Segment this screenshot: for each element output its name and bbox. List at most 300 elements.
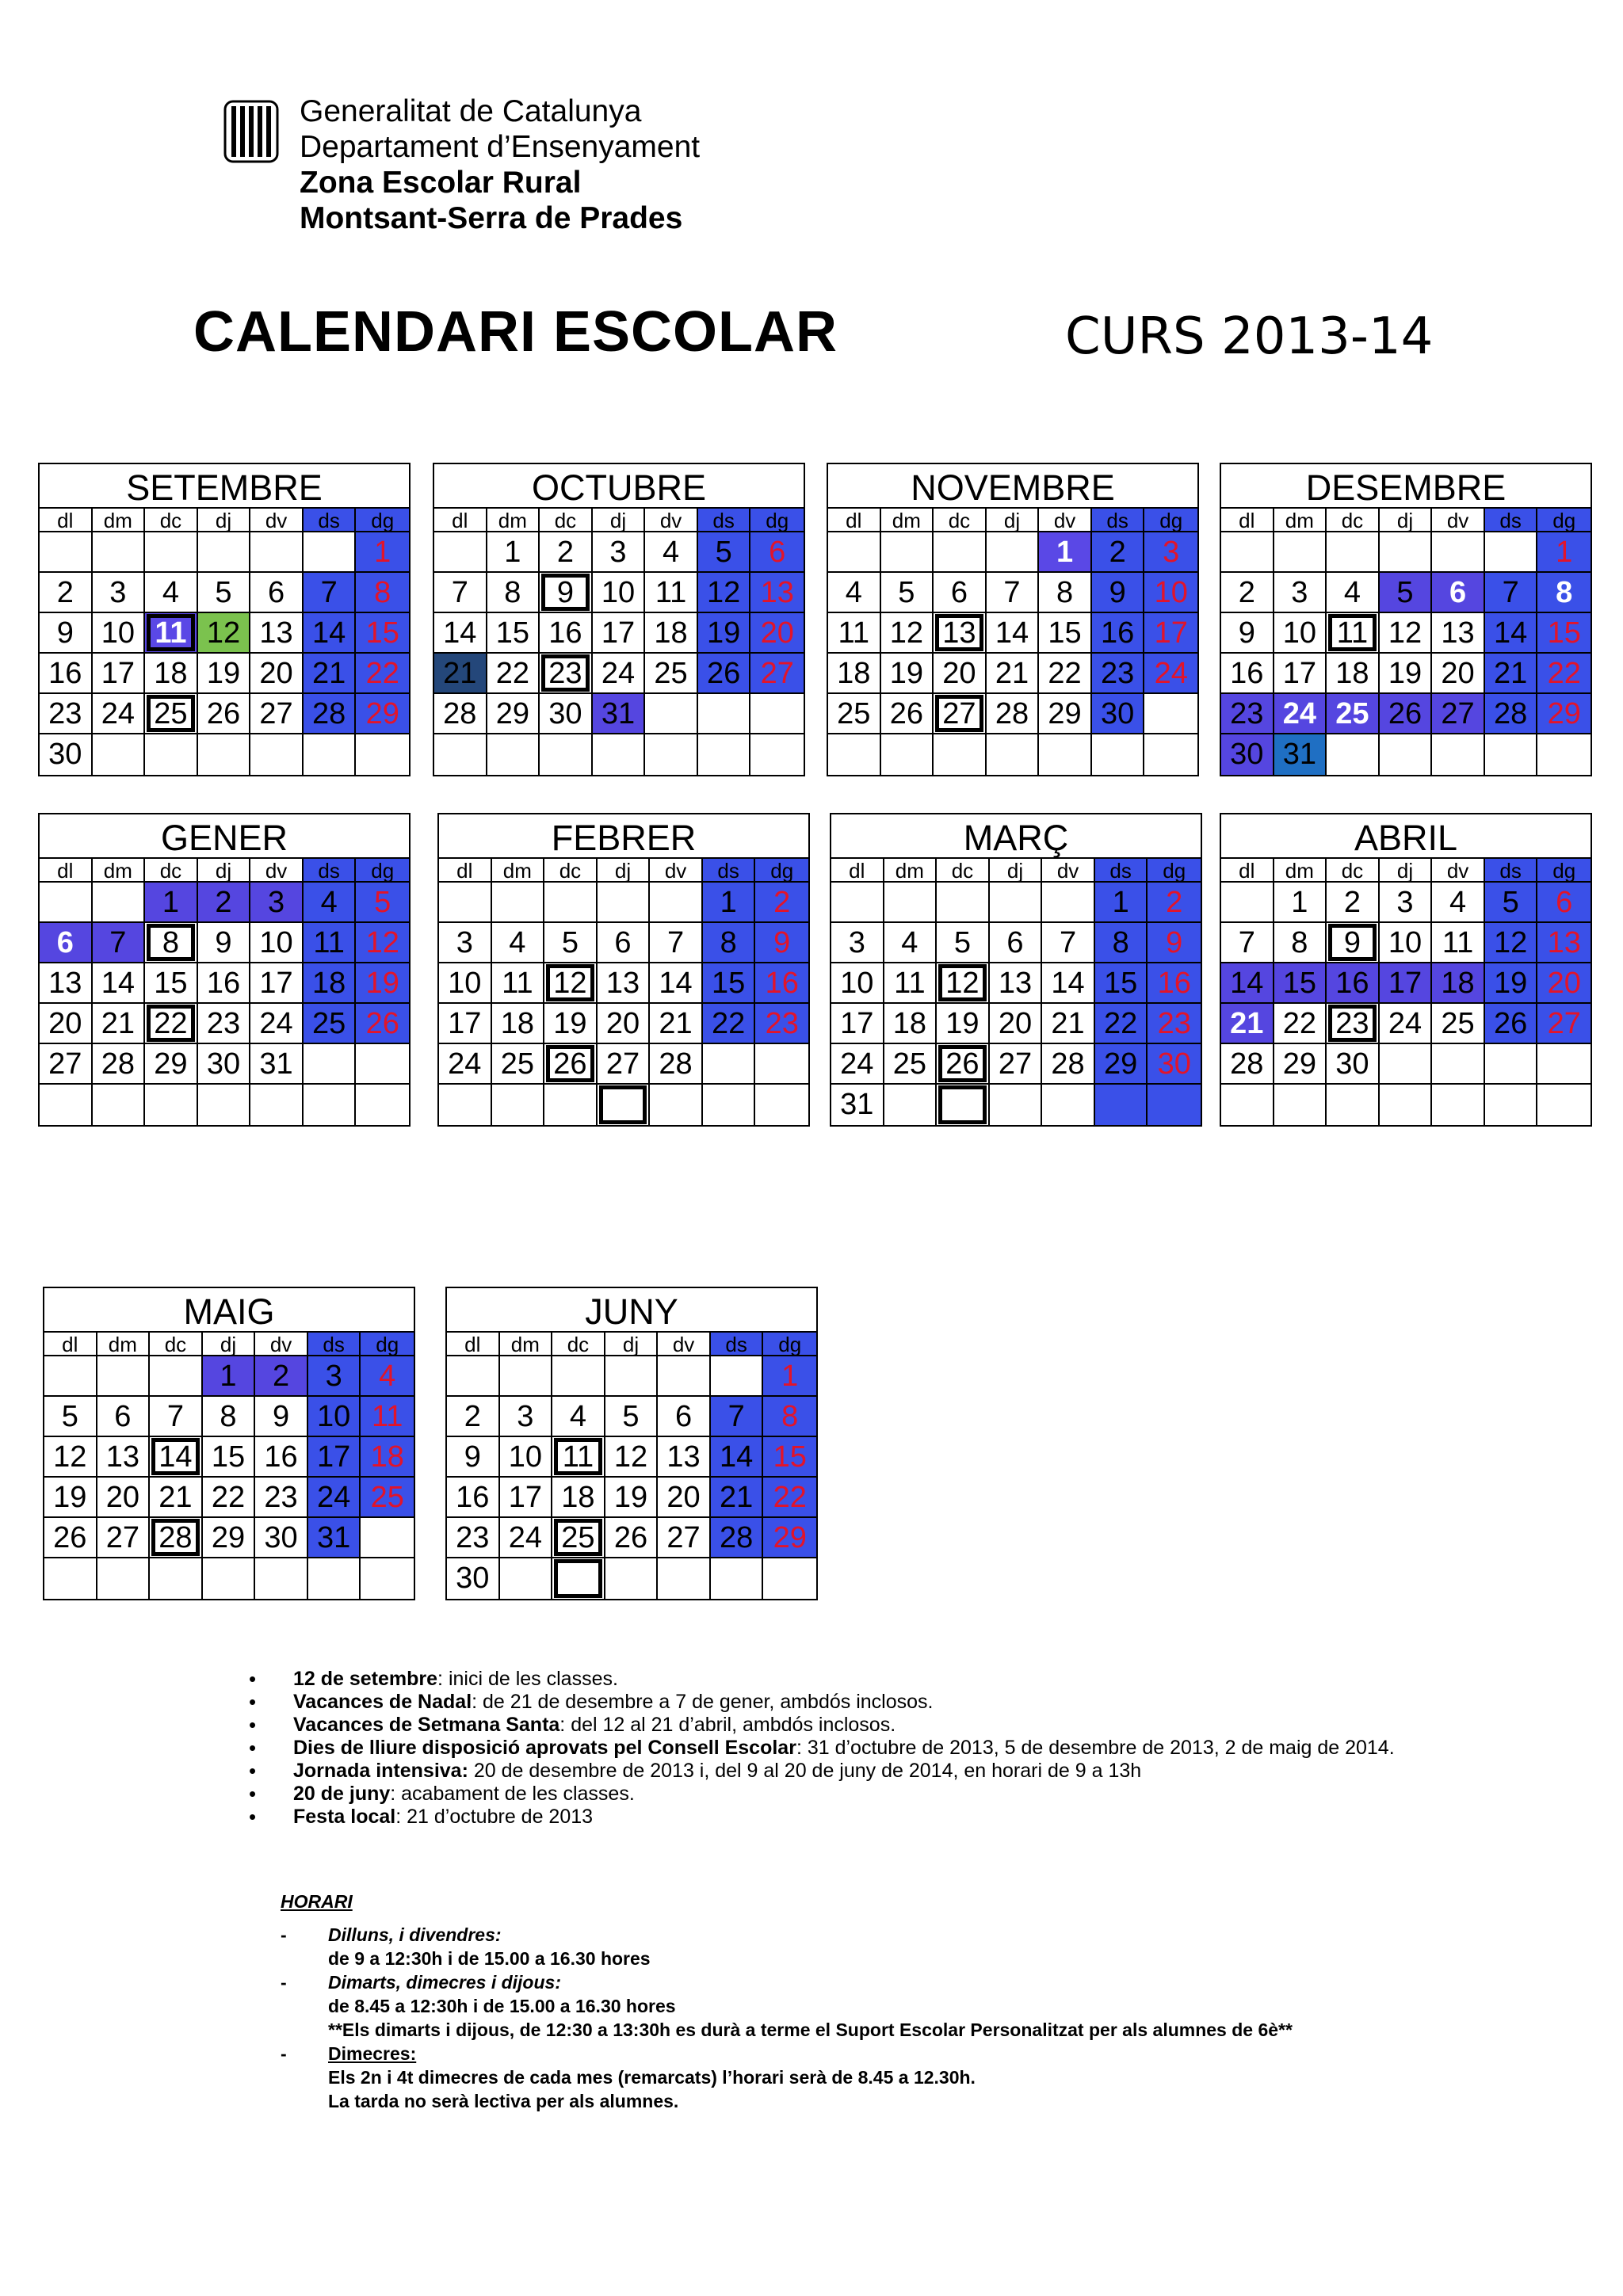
- weekday-header: ds: [1485, 859, 1538, 883]
- day-cell: 21: [150, 1478, 203, 1518]
- day-cell: 16: [447, 1478, 500, 1518]
- day-cell: 25: [145, 694, 198, 734]
- day-cell: [987, 734, 1040, 775]
- day-cell: 23: [447, 1518, 500, 1558]
- day-cell: 16: [1327, 963, 1380, 1004]
- day-cell: 26: [356, 1004, 409, 1044]
- day-cell: 8: [1039, 573, 1092, 613]
- note-text: : 21 d’octubre de 2013: [395, 1806, 594, 1828]
- day-cell: 10: [439, 963, 492, 1004]
- month-name: FEBRER: [439, 814, 808, 859]
- day-cell: 2: [1092, 532, 1145, 573]
- day-cell: [703, 1085, 756, 1125]
- day-cell: 8: [1274, 923, 1327, 963]
- day-cell: 18: [304, 963, 357, 1004]
- day-cell: 22: [203, 1478, 256, 1518]
- day-cell: 26: [881, 694, 934, 734]
- day-cell: 6: [658, 1397, 711, 1437]
- day-cell: 22: [1039, 654, 1092, 694]
- note-item: [249, 1714, 1461, 1737]
- weekday-header: dg: [356, 509, 409, 532]
- day-cell: 27: [1537, 1004, 1591, 1044]
- day-cell: [658, 1356, 711, 1397]
- day-cell: 28: [1221, 1044, 1274, 1085]
- day-cell: 2: [447, 1397, 500, 1437]
- day-cell: 10: [500, 1437, 553, 1478]
- day-cell: 23: [1221, 694, 1274, 734]
- day-cell: 29: [487, 694, 540, 734]
- day-cell: 10: [1144, 573, 1197, 613]
- weekday-header: dc: [145, 509, 198, 532]
- day-cell: 22: [1274, 1004, 1327, 1044]
- day-cell: 20: [598, 1004, 651, 1044]
- day-cell: 17: [831, 1004, 884, 1044]
- day-cell: 1: [703, 883, 756, 923]
- weekday-header: dj: [1380, 859, 1433, 883]
- generalitat-logo-icon: [223, 98, 279, 165]
- day-cell: [361, 1518, 414, 1558]
- day-cell: [605, 1356, 659, 1397]
- day-cell: 7: [650, 923, 703, 963]
- day-cell: 5: [198, 573, 251, 613]
- day-cell: 23: [198, 1004, 251, 1044]
- day-cell: 10: [1380, 923, 1433, 963]
- day-cell: 6: [990, 923, 1043, 963]
- day-cell: [711, 1558, 764, 1599]
- day-cell: 11: [884, 963, 938, 1004]
- day-cell: 18: [645, 613, 698, 654]
- day-cell: 17: [439, 1004, 492, 1044]
- day-cell: 19: [1380, 654, 1433, 694]
- day-cell: [703, 1044, 756, 1085]
- day-cell: 21: [711, 1478, 764, 1518]
- weekday-header: dj: [593, 509, 646, 532]
- day-cell: [831, 883, 884, 923]
- day-cell: 13: [658, 1437, 711, 1478]
- day-cell: 13: [97, 1437, 151, 1478]
- day-cell: 2: [540, 532, 593, 573]
- day-cell: 21: [1042, 1004, 1095, 1044]
- day-cell: 9: [40, 613, 93, 654]
- day-cell: 25: [492, 1044, 545, 1085]
- month-grid: [40, 509, 409, 775]
- day-cell: 12: [356, 923, 409, 963]
- day-cell: 31: [250, 1044, 304, 1085]
- day-cell: [1327, 532, 1380, 573]
- weekday-header: dl: [1221, 509, 1274, 532]
- note-bold: Jornada intensiva:: [293, 1760, 468, 1782]
- day-cell: [1042, 1085, 1095, 1125]
- month-grid: [447, 1333, 816, 1599]
- weekday-header: dm: [1274, 509, 1327, 532]
- document-title: CALENDARI ESCOLAR: [193, 300, 838, 364]
- day-cell: 15: [145, 963, 198, 1004]
- day-cell: [198, 532, 251, 573]
- month-name: SETEMBRE: [40, 464, 409, 509]
- day-cell: 5: [937, 923, 990, 963]
- horari-dash: -: [281, 2043, 287, 2064]
- day-cell: 24: [831, 1044, 884, 1085]
- day-cell: 9: [447, 1437, 500, 1478]
- day-cell: 17: [1380, 963, 1433, 1004]
- day-cell: [1432, 532, 1485, 573]
- horari-line: La tarda no serà lectiva per als alumnes.: [328, 2091, 679, 2111]
- weekday-header: dj: [203, 1333, 256, 1356]
- day-cell: 28: [304, 694, 357, 734]
- day-cell: [698, 694, 751, 734]
- weekday-header: dc: [145, 859, 198, 883]
- day-cell: 8: [487, 573, 540, 613]
- day-cell: 24: [439, 1044, 492, 1085]
- day-cell: [487, 734, 540, 775]
- day-cell: 28: [1485, 694, 1538, 734]
- day-cell: 14: [1042, 963, 1095, 1004]
- note-text: : acabament de les classes.: [390, 1783, 635, 1805]
- day-cell: 1: [145, 883, 198, 923]
- weekday-header: dg: [763, 1333, 816, 1356]
- day-cell: 4: [145, 573, 198, 613]
- month-6: [830, 813, 1202, 1127]
- day-cell: 2: [255, 1356, 308, 1397]
- day-cell: 20: [250, 654, 304, 694]
- day-cell: 10: [831, 963, 884, 1004]
- day-cell: [750, 734, 804, 775]
- day-cell: [97, 1356, 151, 1397]
- day-cell: 14: [1485, 613, 1538, 654]
- day-cell: [1380, 734, 1433, 775]
- day-cell: 12: [881, 613, 934, 654]
- month-name: OCTUBRE: [434, 464, 804, 509]
- horari-section: [281, 1890, 1469, 2113]
- day-cell: 3: [308, 1356, 361, 1397]
- day-cell: 22: [1095, 1004, 1148, 1044]
- weekday-header: dg: [750, 509, 804, 532]
- note-item: [249, 1783, 1461, 1806]
- day-cell: [934, 734, 987, 775]
- day-cell: [304, 734, 357, 775]
- horari-items: [281, 1923, 1469, 2113]
- day-cell: 15: [487, 613, 540, 654]
- weekday-header: dv: [658, 1333, 711, 1356]
- day-cell: 16: [1221, 654, 1274, 694]
- day-cell: 23: [1148, 1004, 1201, 1044]
- month-grid: [44, 1333, 414, 1599]
- day-cell: 5: [881, 573, 934, 613]
- day-cell: [1274, 1085, 1327, 1125]
- day-cell: 5: [1380, 573, 1433, 613]
- day-cell: 19: [605, 1478, 659, 1518]
- weekday-header: dl: [828, 509, 881, 532]
- day-cell: [1537, 1085, 1591, 1125]
- weekday-header: dc: [150, 1333, 203, 1356]
- day-cell: [552, 1558, 605, 1599]
- day-cell: 29: [1537, 694, 1591, 734]
- day-cell: 7: [434, 573, 487, 613]
- day-cell: [500, 1558, 553, 1599]
- note-item: [249, 1668, 1461, 1691]
- day-cell: 24: [1144, 654, 1197, 694]
- day-cell: 6: [750, 532, 804, 573]
- day-cell: [755, 1044, 808, 1085]
- day-cell: 17: [1274, 654, 1327, 694]
- day-cell: 18: [1432, 963, 1485, 1004]
- day-cell: [145, 532, 198, 573]
- day-cell: 28: [1042, 1044, 1095, 1085]
- weekday-header: dg: [1537, 509, 1591, 532]
- weekday-header: dm: [487, 509, 540, 532]
- note-text: : 31 d’octubre de 2013, 5 de desembre de 2013, 2 de maig de 2014.: [796, 1737, 1395, 1759]
- day-cell: 4: [884, 923, 938, 963]
- day-cell: 25: [884, 1044, 938, 1085]
- day-cell: 3: [439, 923, 492, 963]
- day-cell: [1274, 532, 1327, 573]
- day-cell: [439, 1085, 492, 1125]
- day-cell: 16: [40, 654, 93, 694]
- day-cell: 29: [1095, 1044, 1148, 1085]
- day-cell: [1485, 734, 1538, 775]
- day-cell: 11: [492, 963, 545, 1004]
- note-bold: Vacances de Nadal: [293, 1691, 472, 1713]
- day-cell: [1380, 532, 1433, 573]
- horari-item: [281, 2042, 1469, 2113]
- day-cell: 14: [434, 613, 487, 654]
- weekday-header: ds: [698, 509, 751, 532]
- day-cell: [990, 883, 1043, 923]
- day-cell: 24: [593, 654, 646, 694]
- day-cell: 7: [1042, 923, 1095, 963]
- day-cell: 2: [40, 573, 93, 613]
- day-cell: 25: [1432, 1004, 1485, 1044]
- weekday-header: dc: [552, 1333, 605, 1356]
- day-cell: [1485, 1085, 1538, 1125]
- day-cell: 5: [1485, 883, 1538, 923]
- day-cell: [308, 1558, 361, 1599]
- day-cell: 12: [1380, 613, 1433, 654]
- day-cell: [356, 1044, 409, 1085]
- day-cell: 24: [1380, 1004, 1433, 1044]
- day-cell: [1221, 883, 1274, 923]
- day-cell: [593, 734, 646, 775]
- day-cell: 9: [255, 1397, 308, 1437]
- day-cell: 25: [304, 1004, 357, 1044]
- month-5: [437, 813, 810, 1127]
- day-cell: 9: [755, 923, 808, 963]
- day-cell: 6: [598, 923, 651, 963]
- day-cell: [987, 532, 1040, 573]
- day-cell: 27: [658, 1518, 711, 1558]
- weekday-header: dg: [1148, 859, 1201, 883]
- header-line-4: Montsant-Serra de Prades: [300, 201, 683, 235]
- month-2: [827, 463, 1199, 776]
- day-cell: [150, 1356, 203, 1397]
- weekday-header: ds: [1092, 509, 1145, 532]
- day-cell: 16: [755, 963, 808, 1004]
- day-cell: 28: [93, 1044, 146, 1085]
- day-cell: 9: [198, 923, 251, 963]
- day-cell: [750, 694, 804, 734]
- day-cell: [1221, 1085, 1274, 1125]
- day-cell: 24: [500, 1518, 553, 1558]
- day-cell: 10: [93, 613, 146, 654]
- day-cell: 15: [1274, 963, 1327, 1004]
- day-cell: 17: [1144, 613, 1197, 654]
- day-cell: 10: [308, 1397, 361, 1437]
- weekday-header: ds: [1485, 509, 1538, 532]
- day-cell: 20: [750, 613, 804, 654]
- notes: [249, 1668, 1461, 1829]
- note-bold: Vacances de Setmana Santa: [293, 1714, 560, 1736]
- day-cell: 15: [1095, 963, 1148, 1004]
- weekday-header: dl: [44, 1333, 97, 1356]
- day-cell: [828, 734, 881, 775]
- day-cell: 8: [356, 573, 409, 613]
- day-cell: 4: [645, 532, 698, 573]
- day-cell: 27: [40, 1044, 93, 1085]
- horari-item: [281, 1923, 1469, 1970]
- note-text: : del 12 al 21 d’abril, ambdós inclosos.: [559, 1714, 896, 1736]
- day-cell: 6: [1537, 883, 1591, 923]
- day-cell: [598, 1085, 651, 1125]
- day-cell: 29: [145, 1044, 198, 1085]
- day-cell: 28: [987, 694, 1040, 734]
- course-label: CURS 2013-14: [1065, 307, 1434, 366]
- day-cell: 31: [308, 1518, 361, 1558]
- day-cell: [304, 532, 357, 573]
- day-cell: [1144, 734, 1197, 775]
- day-cell: [1485, 532, 1538, 573]
- day-cell: 19: [937, 1004, 990, 1044]
- note-bold: Dies de lliure disposició aprovats pel Consell Escolar: [293, 1737, 796, 1759]
- day-cell: [1042, 883, 1095, 923]
- day-cell: 9: [1221, 613, 1274, 654]
- day-cell: [97, 1558, 151, 1599]
- day-cell: [44, 1558, 97, 1599]
- weekday-header: dj: [987, 509, 1040, 532]
- day-cell: [198, 734, 251, 775]
- day-cell: 4: [552, 1397, 605, 1437]
- day-cell: 20: [934, 654, 987, 694]
- day-cell: 14: [304, 613, 357, 654]
- day-cell: 7: [93, 923, 146, 963]
- day-cell: [1432, 1085, 1485, 1125]
- day-cell: 26: [698, 654, 751, 694]
- day-cell: 14: [987, 613, 1040, 654]
- month-8: [43, 1287, 415, 1600]
- day-cell: 22: [487, 654, 540, 694]
- day-cell: 23: [1327, 1004, 1380, 1044]
- day-cell: [93, 532, 146, 573]
- day-cell: 14: [93, 963, 146, 1004]
- day-cell: 1: [1537, 532, 1591, 573]
- day-cell: 12: [198, 613, 251, 654]
- day-cell: [881, 734, 934, 775]
- day-cell: [150, 1558, 203, 1599]
- day-cell: [1039, 734, 1092, 775]
- day-cell: 19: [881, 654, 934, 694]
- day-cell: 15: [763, 1437, 816, 1478]
- day-cell: 19: [356, 963, 409, 1004]
- day-cell: 11: [552, 1437, 605, 1478]
- day-cell: 12: [605, 1437, 659, 1478]
- day-cell: 7: [150, 1397, 203, 1437]
- day-cell: 4: [361, 1356, 414, 1397]
- weekday-header: dg: [361, 1333, 414, 1356]
- day-cell: 23: [255, 1478, 308, 1518]
- day-cell: 5: [44, 1397, 97, 1437]
- day-cell: 18: [884, 1004, 938, 1044]
- weekday-header: dc: [937, 859, 990, 883]
- day-cell: 26: [1380, 694, 1433, 734]
- weekday-header: dl: [1221, 859, 1274, 883]
- horari-dash: -: [281, 1924, 287, 1945]
- day-cell: 17: [500, 1478, 553, 1518]
- day-cell: 27: [97, 1518, 151, 1558]
- day-cell: 3: [1144, 532, 1197, 573]
- day-cell: [828, 532, 881, 573]
- day-cell: 6: [934, 573, 987, 613]
- day-cell: 4: [1327, 573, 1380, 613]
- day-cell: [1144, 694, 1197, 734]
- day-cell: [1380, 1044, 1433, 1085]
- weekday-header: dm: [492, 859, 545, 883]
- day-cell: 14: [711, 1437, 764, 1478]
- day-cell: [434, 532, 487, 573]
- day-cell: [439, 883, 492, 923]
- day-cell: 2: [755, 883, 808, 923]
- month-name: DESEMBRE: [1221, 464, 1591, 509]
- note-item: [249, 1760, 1461, 1783]
- day-cell: 20: [990, 1004, 1043, 1044]
- day-cell: 18: [828, 654, 881, 694]
- day-cell: 1: [356, 532, 409, 573]
- day-cell: [540, 734, 593, 775]
- day-cell: 22: [145, 1004, 198, 1044]
- day-cell: 12: [544, 963, 598, 1004]
- horari-head: Dimecres:: [328, 2043, 417, 2064]
- day-cell: 5: [356, 883, 409, 923]
- day-cell: [93, 1085, 146, 1125]
- day-cell: 27: [934, 694, 987, 734]
- day-cell: 11: [361, 1397, 414, 1437]
- day-cell: 29: [1274, 1044, 1327, 1085]
- day-cell: 13: [750, 573, 804, 613]
- day-cell: [304, 1085, 357, 1125]
- weekday-header: dc: [544, 859, 598, 883]
- day-cell: 13: [598, 963, 651, 1004]
- day-cell: 4: [1432, 883, 1485, 923]
- day-cell: 19: [1485, 963, 1538, 1004]
- day-cell: 27: [1432, 694, 1485, 734]
- weekday-header: ds: [1095, 859, 1148, 883]
- day-cell: 22: [356, 654, 409, 694]
- day-cell: 13: [1537, 923, 1591, 963]
- day-cell: [658, 1558, 711, 1599]
- day-cell: 20: [658, 1478, 711, 1518]
- day-cell: 1: [1274, 883, 1327, 923]
- day-cell: [1485, 1044, 1538, 1085]
- day-cell: 4: [828, 573, 881, 613]
- day-cell: 7: [987, 573, 1040, 613]
- day-cell: 18: [145, 654, 198, 694]
- day-cell: [40, 883, 93, 923]
- day-cell: 26: [198, 694, 251, 734]
- day-cell: 29: [1039, 694, 1092, 734]
- day-cell: [304, 1044, 357, 1085]
- weekday-header: dm: [500, 1333, 553, 1356]
- day-cell: [937, 883, 990, 923]
- day-cell: 23: [1092, 654, 1145, 694]
- day-cell: 3: [1380, 883, 1433, 923]
